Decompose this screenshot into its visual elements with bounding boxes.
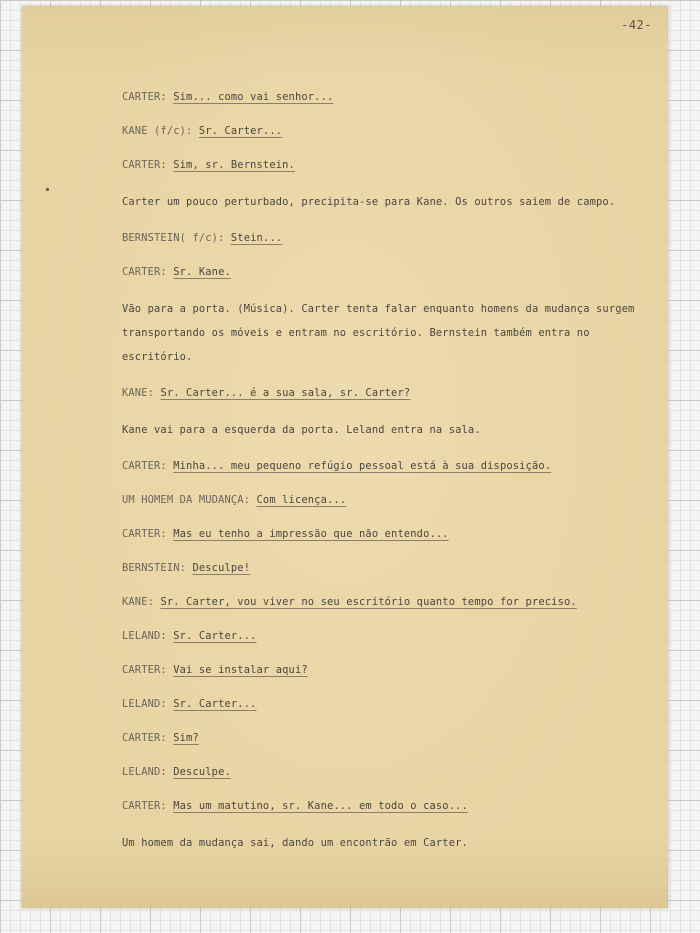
script-body	[122, 88, 652, 870]
speaker-name: CARTER:	[122, 732, 167, 744]
speaker-name: BERNSTEIN( f/c):	[122, 232, 225, 244]
dialogue-text: Sr. Carter...	[173, 630, 257, 642]
dialogue-line	[122, 525, 652, 544]
dialogue-line	[122, 627, 652, 646]
dialogue-text: Mas um matutino, sr. Kane... em todo o caso...	[173, 800, 468, 812]
dialogue-text: Com licença...	[256, 494, 347, 506]
dialogue-text: Sr. Carter, vou viver no seu escritório quanto tempo for preciso.	[160, 596, 577, 608]
speaker-name: KANE (f/c):	[122, 125, 193, 137]
action-description: Kane vai para a esquerda da porta. Leland entra na sala.	[122, 424, 481, 436]
action-description: Um homem da mudança sai, dando um encontrão em Carter.	[122, 837, 468, 849]
dialogue-line	[122, 88, 652, 107]
speaker-name: CARTER:	[122, 91, 167, 103]
speaker-name: KANE:	[122, 596, 155, 608]
dialogue-line	[122, 229, 652, 248]
typewritten-page	[22, 6, 668, 908]
dialogue-line	[122, 695, 652, 714]
dialogue-text: Sim, sr. Bernstein.	[173, 159, 295, 171]
action-description: Vão para a porta. (Música). Carter tenta falar enquanto homens da mudança surgem transportando os móveis e entram no escritório. Bernstein também entra no escritório.	[122, 303, 635, 363]
dialogue-line	[122, 729, 652, 748]
speaker-name: LELAND:	[122, 766, 167, 778]
speaker-name: CARTER:	[122, 266, 167, 278]
speaker-name: UM HOMEM DA MUDANÇA:	[122, 494, 251, 506]
speaker-name: CARTER:	[122, 664, 167, 676]
dialogue-text: Sim?	[173, 732, 199, 744]
dialogue-text: Sr. Carter...	[198, 125, 283, 137]
dialogue-text: Desculpe.	[173, 766, 231, 778]
dialogue-text: Minha... meu pequeno refúgio pessoal está à sua disposição.	[173, 460, 552, 472]
dialogue-line	[122, 263, 652, 282]
dialogue-line	[122, 593, 652, 612]
speaker-name: KANE:	[122, 387, 155, 399]
speaker-name: CARTER:	[122, 800, 167, 812]
action-description: Carter um pouco perturbado, precipita-se para Kane. Os outros saiem de campo.	[122, 196, 616, 208]
dialogue-line	[122, 797, 652, 816]
speaker-name: LELAND:	[122, 698, 167, 710]
speaker-name: CARTER:	[122, 528, 167, 540]
speaker-name: CARTER:	[122, 460, 167, 472]
page-number: -42-	[621, 18, 652, 32]
dialogue-line	[122, 457, 652, 476]
dialogue-text: Mas eu tenho a impressão que não entendo...	[173, 528, 449, 540]
dialogue-text: Vai se instalar aqui?	[173, 664, 308, 676]
speaker-name: CARTER:	[122, 159, 167, 171]
dialogue-text: Sim... como vai senhor...	[173, 91, 334, 103]
dialogue-line	[122, 763, 652, 782]
dialogue-text: Sr. Carter...	[173, 698, 257, 710]
dialogue-line	[122, 661, 652, 680]
dialogue-text: Sr. Carter... é a sua sala, sr. Carter?	[160, 387, 411, 399]
speaker-name: LELAND:	[122, 630, 167, 642]
dialogue-line	[122, 156, 652, 175]
punch-mark	[46, 188, 49, 191]
dialogue-text: Sr. Kane.	[173, 266, 231, 278]
dialogue-text: Stein...	[230, 232, 283, 244]
dialogue-text: Desculpe!	[192, 562, 251, 574]
speaker-name: BERNSTEIN:	[122, 562, 187, 574]
dialogue-line	[122, 384, 652, 403]
dialogue-line	[122, 122, 652, 141]
dialogue-line	[122, 559, 652, 578]
dialogue-line	[122, 491, 652, 510]
